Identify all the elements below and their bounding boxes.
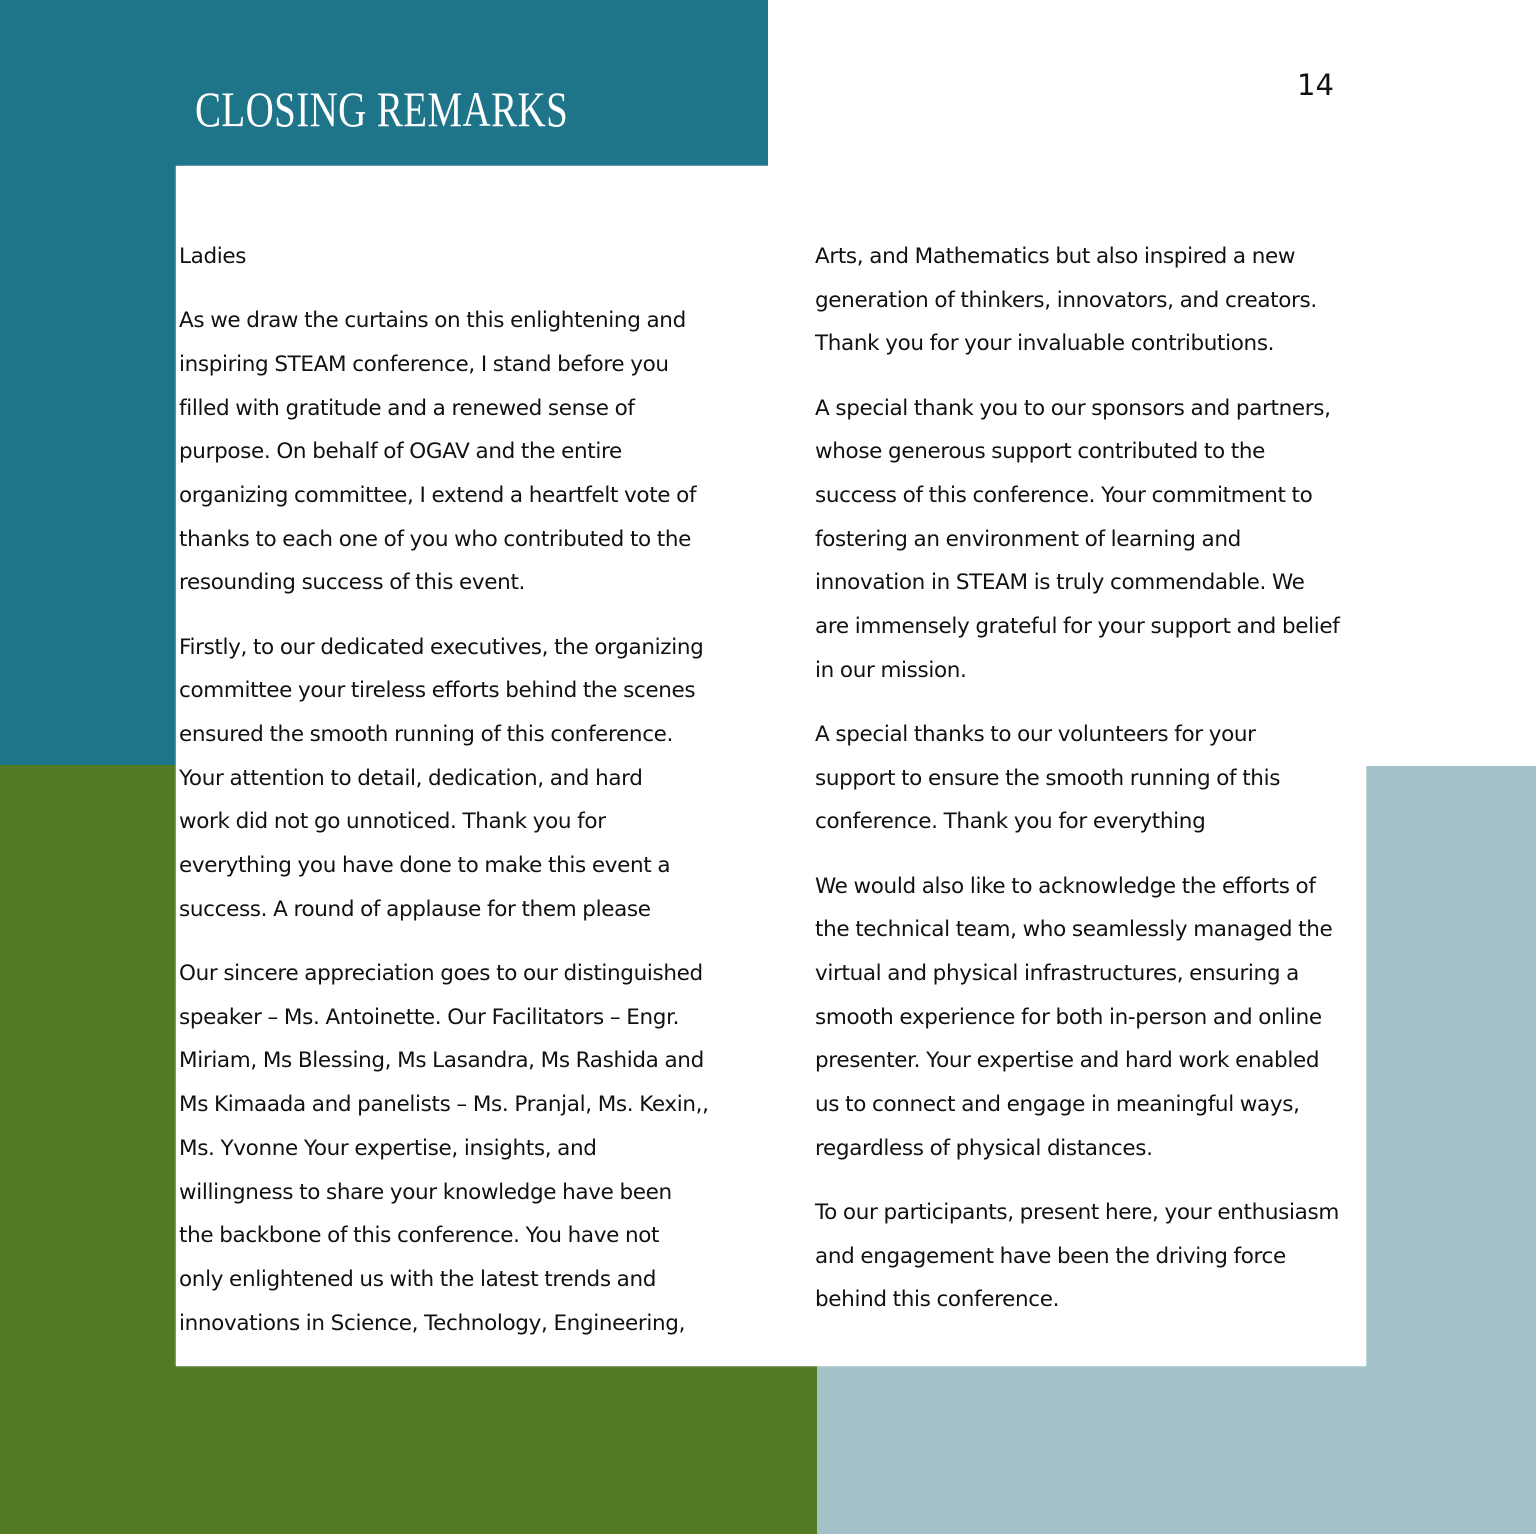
text-line: smooth experience for both in-person and online [815, 1004, 1322, 1030]
text-line: in our mission. [815, 657, 967, 683]
text-line: success. A round of applause for them please [179, 896, 651, 922]
paragraph [815, 235, 1375, 366]
text-line: resounding success of this event. [179, 570, 526, 596]
page-number: 14 [1297, 68, 1334, 102]
text-line: A special thanks to our volunteers for your [815, 722, 1256, 748]
paragraph [815, 713, 1375, 844]
text-line: only enlightened us with the latest trends and [179, 1266, 657, 1292]
text-line: Firstly, to our dedicated executives, the organizing [179, 634, 704, 660]
right-text-column [815, 235, 1375, 1343]
text-line: Ladies [179, 244, 247, 269]
paragraph [815, 865, 1375, 1171]
text-line: Arts, and Mathematics but also inspired a new [815, 244, 1296, 269]
text-line: thanks to each one of you who contributed to the [179, 526, 692, 552]
text-line: committee your tireless efforts behind the scenes [179, 678, 696, 704]
text-line: support to ensure the smooth running of this [815, 765, 1281, 791]
text-line: purpose. On behalf of OGAV and the entire [179, 439, 622, 465]
text-line: success of this conference. Your commitment to [815, 483, 1313, 509]
text-line: are immensely grateful for your support and belief [815, 614, 1340, 640]
text-line: Ms Kimaada and panelists – Ms. Pranjal, Ms. Kexin,, [179, 1092, 709, 1118]
left-text-column [179, 235, 739, 1366]
text-line: innovations in Science, Technology, Engineering, [179, 1310, 686, 1336]
text-line: A special thank you to our sponsors and partners, [815, 395, 1331, 421]
text-line: whose generous support contributed to the [815, 439, 1266, 465]
text-line: speaker – Ms. Antoinette. Our Facilitators – Engr. [179, 1004, 680, 1030]
text-line: virtual and physical infrastructures, ensuring a [815, 961, 1299, 987]
text-line: We would also like to acknowledge the efforts of [815, 873, 1316, 899]
paragraph [179, 626, 739, 932]
blue-gray-background-block-bottom [817, 1366, 1536, 1534]
text-line: To our participants, present here, your enthusiasm [815, 1200, 1339, 1226]
text-line: the technical team, who seamlessly managed the [815, 917, 1333, 943]
text-line: generation of thinkers, innovators, and creators. [815, 287, 1317, 313]
text-line: conference. Thank you for everything [815, 809, 1206, 835]
text-line: presenter. Your expertise and hard work enabled [815, 1048, 1320, 1074]
paragraph [179, 235, 739, 279]
text-line: Thank you for your invaluable contributions. [815, 331, 1275, 357]
text-line: work did not go unnoticed. Thank you for [179, 809, 606, 835]
text-line: filled with gratitude and a renewed sense of [179, 395, 635, 421]
paragraph [815, 387, 1375, 693]
text-line: organizing committee, I extend a heartfelt vote of [179, 483, 697, 509]
paragraph [179, 299, 739, 605]
text-line: Miriam, Ms Blessing, Ms Lasandra, Ms Rashida and [179, 1048, 704, 1074]
text-line: Our sincere appreciation goes to our distinguished [179, 961, 703, 987]
text-line: ensured the smooth running of this conference. [179, 722, 674, 748]
page-title: CLOSING REMARKS [195, 81, 569, 137]
text-line: innovation in STEAM is truly commendable. We [815, 570, 1305, 596]
text-line: inspiring STEAM conference, I stand before you [179, 351, 669, 377]
text-line: Ms. Yvonne Your expertise, insights, and [179, 1135, 597, 1161]
text-line: and engagement have been the driving force [815, 1243, 1286, 1269]
text-line: fostering an environment of learning and [815, 526, 1241, 552]
text-line: regardless of physical distances. [815, 1135, 1153, 1161]
text-line: As we draw the curtains on this enlightening and [179, 308, 686, 334]
paragraph [815, 1191, 1375, 1322]
text-line: behind this conference. [815, 1287, 1060, 1313]
text-line: the backbone of this conference. You have not [179, 1223, 660, 1249]
text-line: everything you have done to make this event a [179, 853, 671, 879]
paragraph [179, 952, 739, 1345]
text-line: willingness to share your knowledge have been [179, 1179, 672, 1205]
text-line: us to connect and engage in meaningful ways, [815, 1092, 1300, 1118]
text-line: Your attention to detail, dedication, and hard [179, 765, 643, 791]
